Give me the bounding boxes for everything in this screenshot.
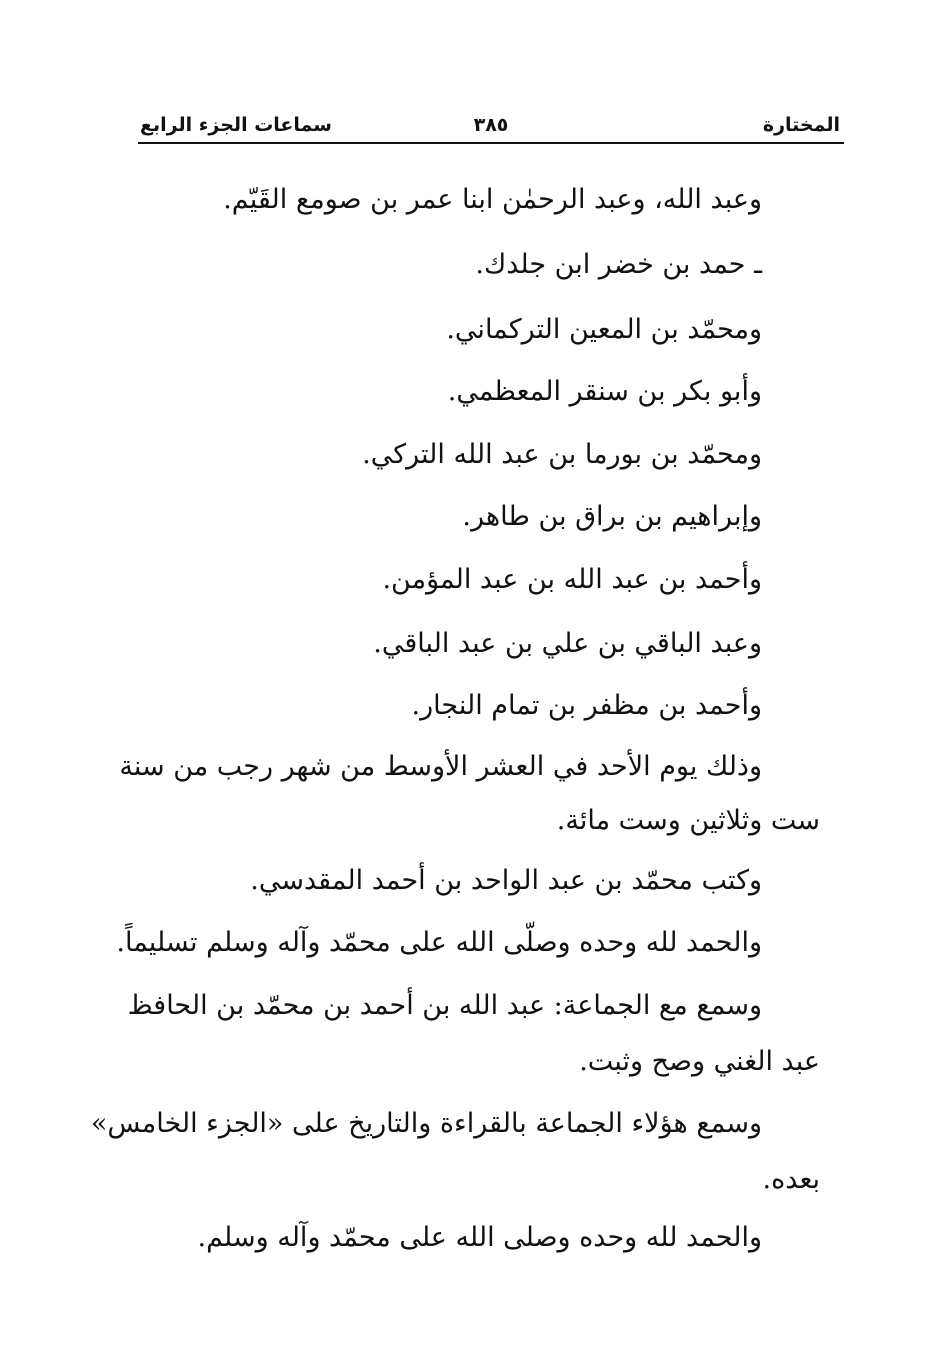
text-line: وعبد الباقي بن علي بن عبد الباقي. bbox=[373, 628, 762, 659]
text-line: ومحمّد بن المعين التركماني. bbox=[446, 314, 762, 345]
text-line: والحمد لله وحده وصلى الله على محمّد وآله وسلم. bbox=[197, 1222, 762, 1253]
text-line: ومحمّد بن بورما بن عبد الله التركي. bbox=[362, 439, 762, 470]
text-line: وسمع مع الجماعة: عبد الله بن أحمد بن محمّد بن الحافظ bbox=[127, 990, 762, 1021]
text-line: بعده. bbox=[762, 1164, 820, 1195]
text-line: وأبو بكر بن سنقر المعظمي. bbox=[447, 376, 762, 407]
text-line: وأحمد بن مظفر بن تمام النجار. bbox=[411, 690, 762, 721]
text-line: ست وثلاثين وست مائة. bbox=[556, 805, 820, 836]
text-line: ـ حمد بن خضر ابن جلدك. bbox=[475, 249, 762, 280]
book-title: المختارة bbox=[762, 114, 840, 136]
text-line: وأحمد بن عبد الله بن عبد المؤمن. bbox=[382, 564, 762, 595]
page-number: ٣٨٥ bbox=[473, 114, 509, 136]
text-line: وإبراهيم بن براق بن طاهر. bbox=[462, 501, 762, 532]
text-line: وكتب محمّد بن عبد الواحد بن أحمد المقدسي. bbox=[250, 865, 762, 896]
text-line: وسمع هؤلاء الجماعة بالقراءة والتاريخ على «الجزء الخامس» bbox=[90, 1108, 762, 1139]
text-line: عبد الغني وصح وثبت. bbox=[579, 1046, 820, 1077]
section-title: سماعات الجزء الرابع bbox=[140, 114, 332, 136]
text-line: وعبد الله، وعبد الرحمٰن ابنا عمر بن صومع القَيّم. bbox=[223, 184, 762, 215]
text-line: والحمد لله وحده وصلّى الله على محمّد وآله وسلم تسليماً. bbox=[116, 927, 762, 958]
text-line: وذلك يوم الأحد في العشر الأوسط من شهر رجب من سنة bbox=[119, 751, 762, 782]
running-header bbox=[138, 108, 844, 144]
